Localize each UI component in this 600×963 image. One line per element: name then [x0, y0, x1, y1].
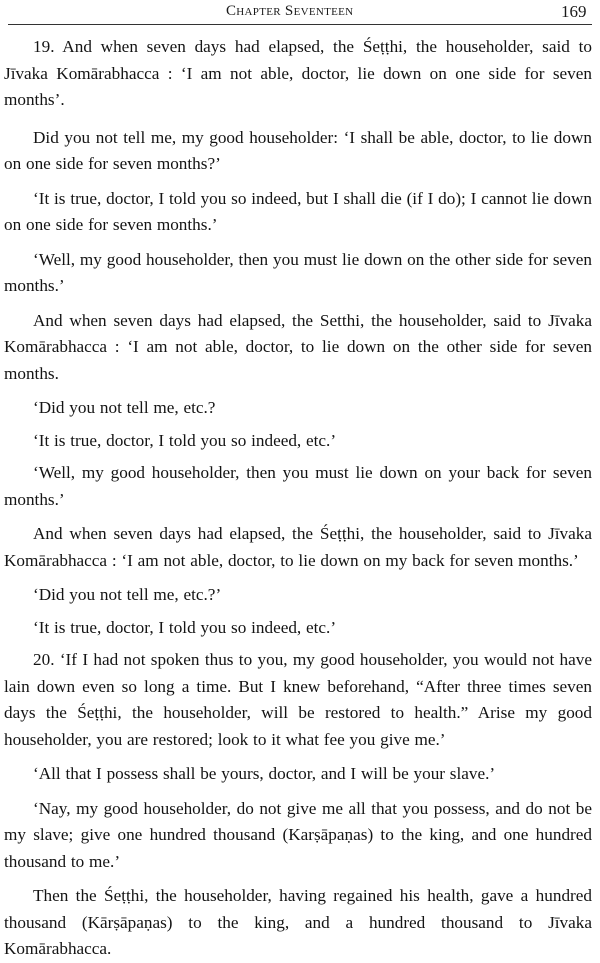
page-number: 169 — [561, 2, 587, 21]
body-text — [4, 34, 592, 963]
paragraph: ‘It is true, doctor, I told you so indeed, but I shall die (if I do); I cannot lie down on one side for seven months.’ — [4, 188, 592, 234]
paragraph: And when seven days had elapsed, the Setthi, the householder, said to Jīvaka Komārabhacca : ‘I am not able, doctor, to lie down on the other side for seven months. — [4, 310, 592, 383]
paragraph-19: 19. And when seven days had elapsed, the Śeṭṭhi, the householder, said to Jīvaka Komārabhacca : ‘I am not able, doctor, lie down on one side for seven months’. — [4, 37, 592, 109]
paragraph: Then the Śeṭṭhi, the householder, having regained his health, gave a hundred thousand (Kārṣāpaṇas) to the king, and a hundred thousand to Jīvaka Komārabhacca. — [4, 886, 592, 958]
paragraph-20: 20. ‘If I had not spoken thus to you, my good householder, you would not have lain down even so long a time. But I knew beforehand, “After three times seven days the Śeṭṭhi, the householder, will be restored to health.” Arise my good householder, you are restored; look to it what fee you give me.’ — [4, 650, 592, 749]
paragraph: Did you not tell me, my good householder: ‘I shall be able, doctor, to lie down on one side for seven months?’ — [4, 127, 592, 173]
paragraph: And when seven days had elapsed, the Śeṭṭhi, the householder, said to Jīvaka Komārabhacca : ‘I am not able, doctor, to lie down on my back for seven months.’ — [4, 524, 592, 570]
paragraph: ‘Well, my good householder, then you must lie down on the other side for seven months.’ — [4, 249, 592, 295]
paragraph: ‘Did you not tell me, etc.?’ — [33, 585, 222, 604]
paragraph: ‘It is true, doctor, I told you so indeed, etc.’ — [33, 617, 337, 637]
paragraph: ‘Nay, my good householder, do not give me all that you possess, and do not be my slave; give one hundred thousand (Karṣāpaṇas) to the king, and one hundred thousand to me.’ — [4, 798, 592, 871]
chapter-title: Chapter Seventeen — [226, 3, 354, 19]
header-rule — [8, 24, 592, 25]
paragraph: ‘All that I possess shall be yours, doctor, and I will be your slave.’ — [33, 764, 496, 783]
running-header — [0, 0, 600, 22]
paragraph: ‘It is true, doctor, I told you so indeed, etc.’ — [33, 430, 337, 450]
paragraph: ‘Did you not tell me, etc.? — [33, 398, 216, 417]
paragraph: ‘Well, my good householder, then you must lie down on your back for seven months.’ — [4, 463, 592, 509]
